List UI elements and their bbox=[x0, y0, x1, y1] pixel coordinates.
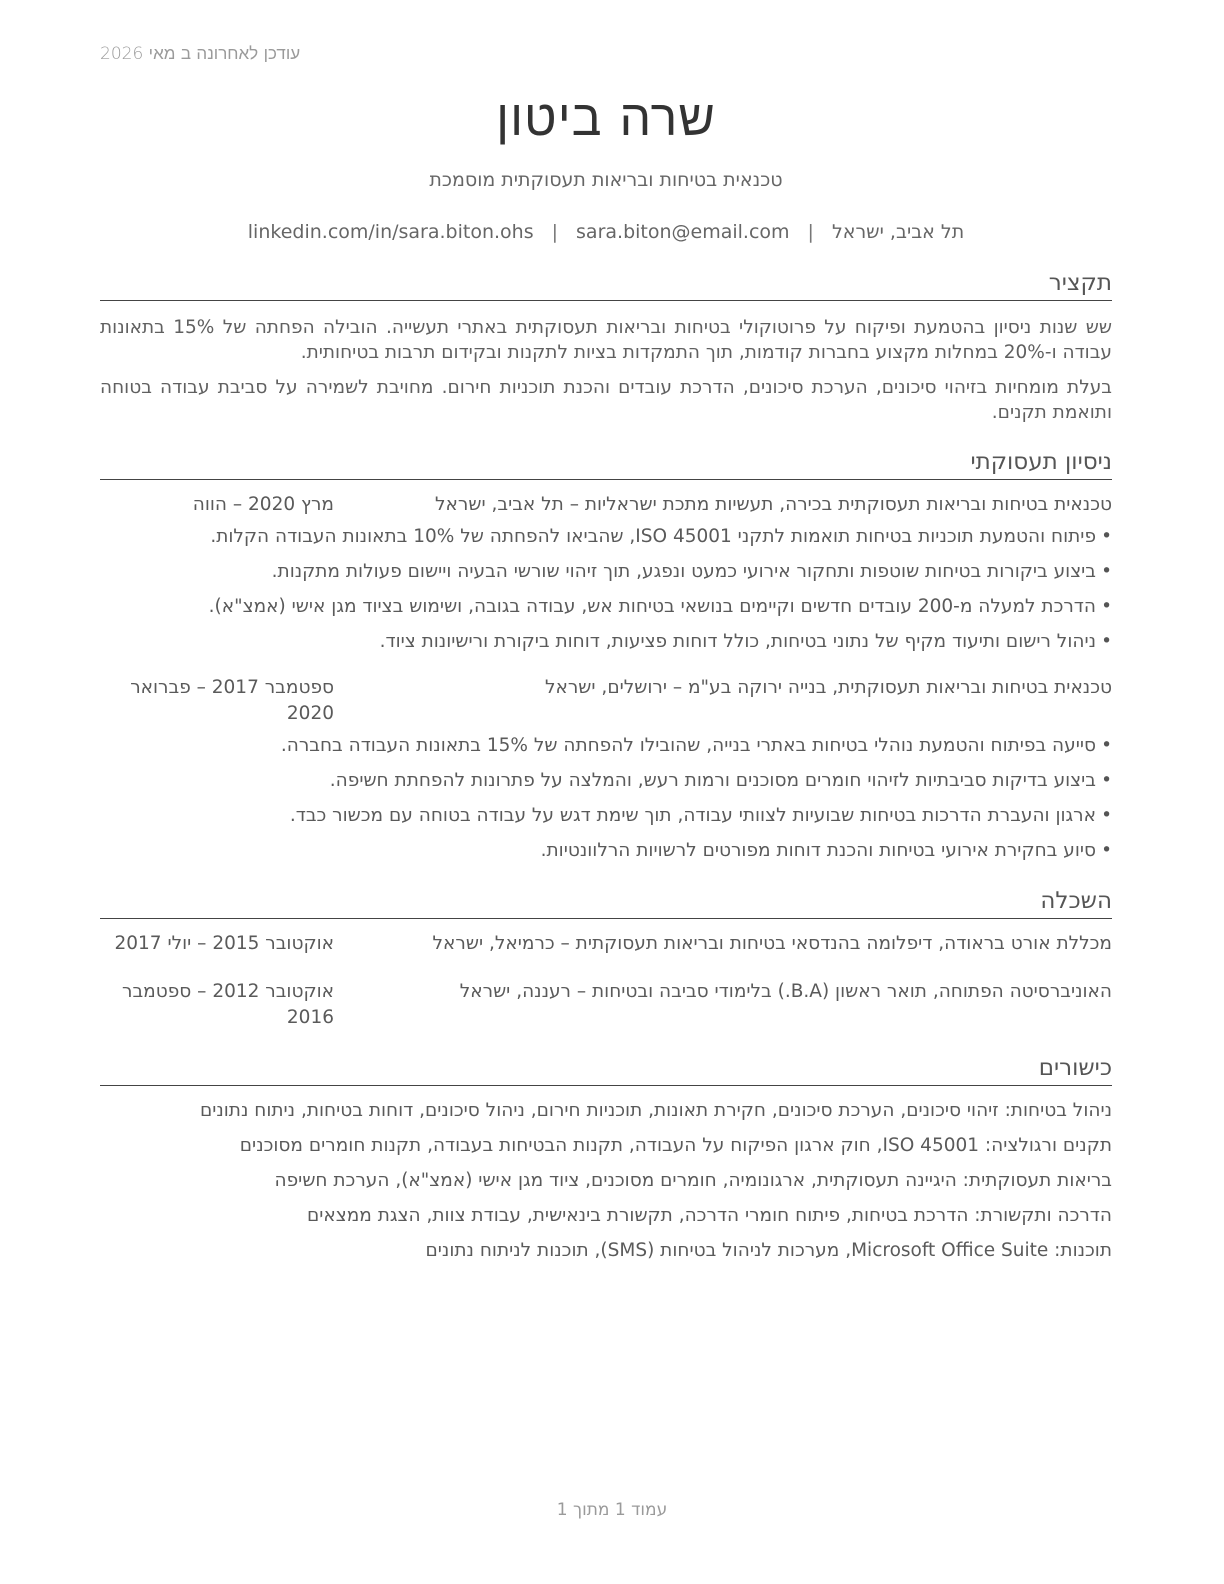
contact-separator: | bbox=[807, 221, 814, 243]
job-bullet: • ארגון והעברת הדרכות בטיחות שבועיות לצוותי עבודה, תוך שימת דגש על עבודה בטוחה עם מכשור כבד. bbox=[100, 803, 1112, 829]
skills-row: ניהול בטיחות: זיהוי סיכונים, הערכת סיכונים, חקירת תאונות, תוכניות חירום, ניהול סיכונים, דוחות בטיחות, ניתוח נתונים bbox=[199, 1100, 1112, 1121]
job-entry bbox=[100, 675, 1112, 864]
job-bullet: • הדרכת למעלה מ-200 עובדים חדשים וקיימים בנושאי בטיחות אש, עבודה בגובה, ושימוש בציוד מגן אישי (אמצ"א). bbox=[100, 594, 1112, 620]
contact-separator: | bbox=[551, 221, 559, 243]
summary-paragraph: שש שנות ניסיון בהטמעת ופיקוח על פרוטוקולי בטיחות ובריאות תעסוקתית באתרי תעשייה. הובילה הפחתה של 15% בתאונות עבודה ו-20% במחלות מקצוע בחברות קודמות, תוך התמקדות בציות לתקנות ובקידום תרבות בטיחותית. bbox=[100, 317, 1112, 363]
summary-paragraph: בעלת מומחיות בזיהוי סיכונים, הערכת סיכונים, הדרכת עובדים והכנת תוכניות חירום. מחויבת לשמירה על סביבת עבודה בטוחה ותואמת תקנים. bbox=[100, 377, 1112, 423]
education-entry bbox=[100, 931, 1112, 957]
education-entry bbox=[100, 979, 1112, 1031]
education-degree: האוניברסיטה הפתוחה, תואר ראשון (B.A.) בלימודי סביבה ובטיחות – רעננה, ישראל bbox=[459, 981, 1112, 1002]
education-date: אוקטובר 2015 – יולי 2017 bbox=[114, 933, 334, 954]
candidate-name: שרה ביטון bbox=[496, 89, 716, 147]
experience-heading: ניסיון תעסוקתי bbox=[100, 447, 1112, 480]
contact-location: תל אביב, ישראל bbox=[831, 221, 965, 243]
candidate-title: טכנאית בטיחות ובריאות תעסוקתית מוסמכת bbox=[429, 169, 783, 191]
skills-row: הדרכה ותקשורת: הדרכת בטיחות, פיתוח חומרי הדרכה, תקשורת בינאישית, עבודת צוות, הצגת ממצאים bbox=[306, 1205, 1112, 1226]
page-number: עמוד 1 מתוך 1 bbox=[556, 1500, 668, 1520]
job-bullet: • סיוע בחקירת אירועי בטיחות והכנת דוחות מפורטים לרשויות הרלוונטיות. bbox=[100, 838, 1112, 864]
contact-line bbox=[100, 218, 1112, 246]
job-role: טכנאית בטיחות ובריאות תעסוקתית, בנייה ירוקה בע"מ – ירושלים, ישראל bbox=[544, 677, 1112, 698]
skills-row: בריאות תעסוקתית: היגיינה תעסוקתית, ארגונומיה, חומרים מסוכנים, ציוד מגן אישי (אמצ"א), הערכת חשיפה bbox=[274, 1170, 1112, 1191]
skills-heading: כישורים bbox=[100, 1053, 1112, 1086]
job-bullet: • ביצוע בדיקות סביבתיות לזיהוי חומרים מסוכנים ורמות רעש, והמלצה על פתרונות להפחתת חשיפה. bbox=[100, 768, 1112, 794]
skills-row: תקנים ורגולציה: ISO 45001, חוק ארגון הפיקוח על העבודה, תקנות הבטיחות בעבודה, תקנות חומרים מסוכנים bbox=[239, 1135, 1112, 1156]
contact-linkedin[interactable]: linkedin.com/in/sara.biton.ohs bbox=[247, 221, 534, 243]
job-header bbox=[100, 675, 1112, 727]
contact-email[interactable]: sara.biton@email.com bbox=[576, 221, 790, 243]
education-heading: השכלה bbox=[100, 886, 1112, 919]
summary-section bbox=[100, 315, 1112, 425]
resume-page bbox=[100, 82, 1112, 1273]
education-date: אוקטובר 2012 – ספטמבר 2016 bbox=[122, 981, 334, 1028]
job-bullet: • ניהול רישום ותיעוד מקיף של נתוני בטיחות, כולל דוחות פציעות, דוחות ביקורת ורישיונות ציוד. bbox=[100, 629, 1112, 655]
job-entry bbox=[100, 492, 1112, 655]
job-bullet: • ביצוע ביקורות בטיחות שוטפות ותחקור אירועי כמעט ונפגע, תוך זיהוי שורשי הבעיה ויישום פעולות מתקנות. bbox=[100, 559, 1112, 585]
job-bullet: • פיתוח והטמעת תוכניות בטיחות תואמות לתקני ISO 45001, שהביאו להפחתה של 10% בתאונות העבודה הקלות. bbox=[100, 524, 1112, 550]
job-header bbox=[100, 492, 1112, 518]
job-role: טכנאית בטיחות ובריאות תעסוקתית בכירה, תעשיות מתכת ישראליות – תל אביב, ישראל bbox=[435, 494, 1112, 515]
skills-row: תוכנות: Microsoft Office Suite, מערכות לניהול בטיחות (SMS), תוכנות לניתוח נתונים bbox=[425, 1240, 1112, 1261]
job-date: מרץ 2020 – הווה bbox=[192, 494, 334, 515]
job-bullet: • סייעה בפיתוח והטמעת נוהלי בטיחות באתרי בנייה, שהובילו להפחתה של 15% בתאונות העבודה בחברה. bbox=[100, 733, 1112, 759]
job-date: ספטמבר 2017 – פברואר 2020 bbox=[130, 677, 334, 724]
skills-section bbox=[100, 1098, 1112, 1264]
education-degree: מכללת אורט בראודה, דיפלומה בהנדסאי בטיחות ובריאות תעסוקתית – כרמיאל, ישראל bbox=[432, 933, 1112, 954]
job-bullets bbox=[100, 733, 1112, 864]
summary-heading: תקציר bbox=[100, 268, 1112, 301]
job-bullets bbox=[100, 524, 1112, 655]
last-updated-note: עודכן לאחרונה ב מאי 2026 bbox=[100, 44, 301, 64]
